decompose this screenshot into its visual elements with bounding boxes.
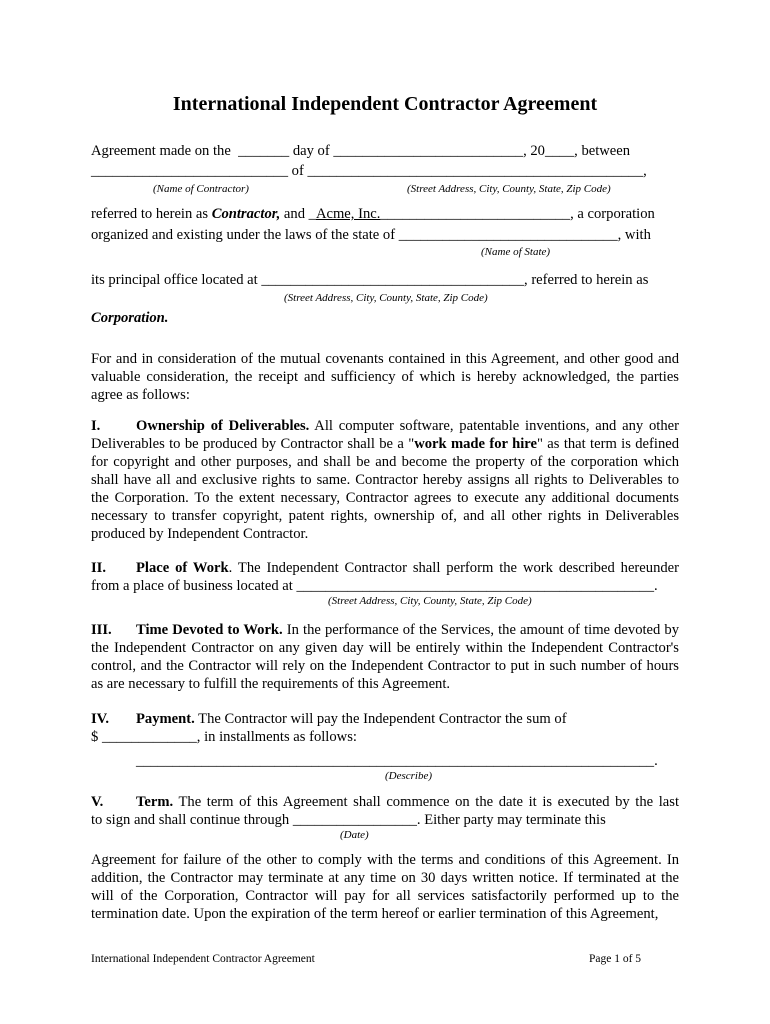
installments-line: _______________________________________________________________________.	[136, 753, 658, 769]
text: The Contractor will pay the Independent Contractor the sum of	[194, 711, 567, 727]
section-term	[91, 793, 679, 811]
caption-date: (Date)	[340, 829, 369, 841]
text: referred to herein as	[91, 206, 212, 222]
term-continuation-paragraph: Agreement for failure of the other to comply with the terms and conditions of this Agreement. In addition, the Contractor may terminate at any time on 30 days written notice. If terminated at the will of the Corporation, Contractor will pay for all services satisfactorily performed up to the termination date. Upon the expiration of the term hereof or earlier termination of this Agreement,	[91, 852, 679, 922]
principal-office-line: its principal office located at ____________________________________, referred to herein as	[91, 272, 649, 288]
work-made-for-hire: work made for hire	[414, 436, 537, 452]
contractor-term: Contractor,	[211, 206, 281, 222]
corporation-term: Corporation.	[91, 310, 169, 326]
footer-page-number: Page 1 of 5	[589, 953, 642, 965]
caption-name-of-state: (Name of State)	[481, 246, 551, 258]
caption-street-address-3: (Street Address, City, County, State, Zip Code)	[328, 595, 532, 607]
section-time-devoted	[91, 621, 679, 693]
text: The term of this Agreement shall commence on the date it is executed by the last	[173, 794, 679, 810]
text: . The Independent Contractor shall perform the work described hereunder	[228, 560, 679, 576]
text: In the performance of the Services, the amount of time devoted by the Independent Contractor on any given day will be entirely within the Independent Contractor's control, and the Contractor will rely on the Independent Contractor to put in such number of hours as are necessary to fulfill the requirements of this Agreement.	[91, 622, 680, 692]
section-payment	[91, 710, 567, 728]
section-number: I.	[91, 418, 101, 434]
company-name: Acme, Inc.	[315, 206, 381, 222]
text: and _	[280, 206, 316, 222]
text: __________________________, a corporation	[380, 206, 655, 222]
contractor-definition-line	[91, 205, 655, 223]
section-ownership-of-deliverables	[91, 417, 679, 543]
state-line: organized and existing under the laws of the state of ______________________________, with	[91, 227, 651, 243]
section-place-of-work	[91, 559, 679, 577]
caption-street-address-2: (Street Address, City, County, State, Zip Code)	[284, 292, 488, 304]
payment-amount-line: $ _____________, in installments as follows:	[91, 729, 357, 745]
section-heading: Time Devoted to Work.	[136, 622, 283, 638]
section-number: V.	[91, 794, 104, 810]
section-heading: Payment.	[136, 711, 195, 727]
section-number: II.	[91, 560, 107, 576]
text: All computer software, patentable inventions, and any other Deliverables to be produced by Contractor shall be a "	[91, 418, 679, 452]
section-heading: Place of Work	[136, 560, 229, 576]
text: " as that term is defined for copyright and other purposes, and shall be and become the property of the corporation which shall have all and exclusive rights to same. Contractor hereby assigns all rights to Deliverables to the Corporation. To the extent necessary, Contractor agrees to execute any additional documents necessary to transfer copyright, patent rights, ownership of, and all other rights in Deliverables produced by Independent Contractor.	[91, 436, 680, 542]
section-heading: Term.	[136, 794, 174, 810]
footer-title: International Independent Contractor Agreement	[91, 953, 315, 965]
section-number: IV.	[91, 711, 109, 727]
place-of-business-line: from a place of business located at _________________________________________________.	[91, 578, 658, 594]
section-heading: Ownership of Deliverables.	[136, 418, 310, 434]
contractor-name-line: ___________________________ of ______________________________________________,	[91, 163, 647, 179]
document-title: International Independent Contractor Agreement	[172, 93, 598, 115]
consideration-paragraph: For and in consideration of the mutual covenants contained in this Agreement, and other good and valuable consideration, the receipt and sufficiency of which is hereby acknowledged, the parties agree as follows:	[91, 351, 679, 403]
caption-name-of-contractor: (Name of Contractor)	[153, 183, 249, 195]
agreement-date-line: Agreement made on the _______ day of __________________________, 20____, between	[91, 143, 631, 159]
caption-street-address: (Street Address, City, County, State, Zip Code)	[407, 183, 611, 195]
term-end-line: to sign and shall continue through _________________. Either party may terminate this	[91, 812, 606, 828]
section-number: III.	[91, 622, 112, 638]
caption-describe: (Describe)	[385, 770, 433, 782]
